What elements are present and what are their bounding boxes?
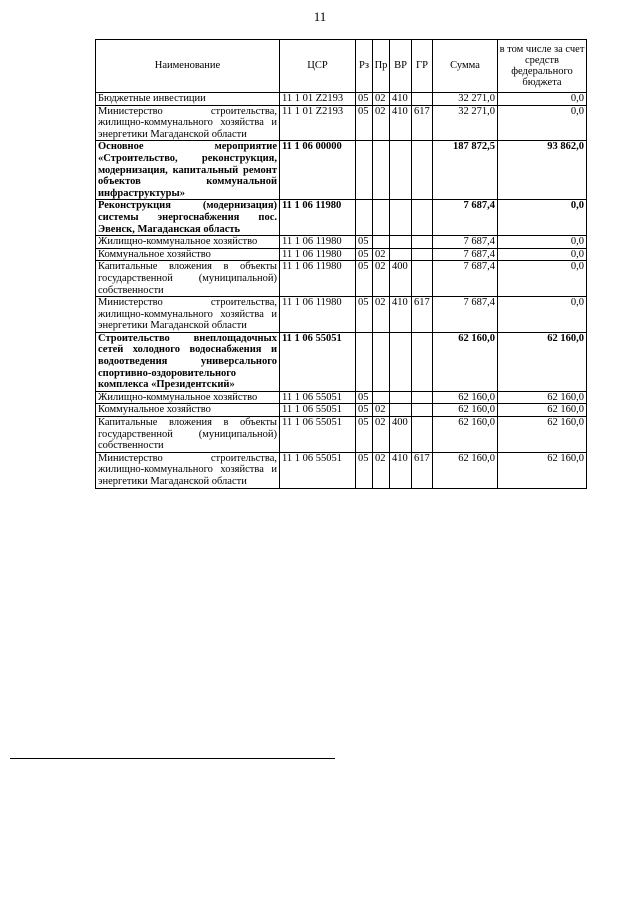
cell-name: Министерство строительства, жилищно-коммунального хозяйства и энергетики Магаданской области — [96, 452, 280, 488]
cell-vr — [390, 248, 412, 261]
cell-rz: 05 — [356, 404, 373, 417]
cell-name: Капитальные вложения в объекты государственной (муниципальной) собственности — [96, 261, 280, 297]
cell-csr: 11 1 01 Z2193 — [280, 105, 356, 141]
cell-rz — [356, 141, 373, 200]
header-rz: Рз — [356, 40, 373, 93]
budget-table — [95, 39, 587, 489]
cell-vr — [390, 391, 412, 404]
cell-rz — [356, 332, 373, 391]
cell-vr — [390, 141, 412, 200]
cell-rz: 05 — [356, 93, 373, 106]
cell-pr: 02 — [373, 248, 390, 261]
cell-name: Жилищно-коммунальное хозяйство — [96, 236, 280, 249]
cell-pr: 02 — [373, 452, 390, 488]
cell-csr: 11 1 06 55051 — [280, 417, 356, 453]
cell-csr: 11 1 06 55051 — [280, 332, 356, 391]
cell-vr — [390, 236, 412, 249]
cell-vr — [390, 200, 412, 236]
cell-gr — [412, 248, 433, 261]
cell-csr: 11 1 06 11980 — [280, 297, 356, 333]
cell-gr — [412, 417, 433, 453]
header-gr: ГР — [412, 40, 433, 93]
cell-federal: 62 160,0 — [498, 332, 587, 391]
cell-name: Строительство внеплощадочных сетей холодного водоснабжения и водоотведения универсального спортивно-оздоровительного комплекса «Президентский» — [96, 332, 280, 391]
header-vr: ВР — [390, 40, 412, 93]
table-row — [96, 248, 587, 261]
cell-federal: 62 160,0 — [498, 417, 587, 453]
cell-vr: 400 — [390, 261, 412, 297]
cell-federal: 0,0 — [498, 93, 587, 106]
cell-rz: 05 — [356, 236, 373, 249]
cell-federal: 0,0 — [498, 105, 587, 141]
cell-gr: 617 — [412, 452, 433, 488]
cell-name: Основное мероприятие «Строительство, реконструкция, модернизация, капитальный ремонт объектов коммунальной инфраструктуры» — [96, 141, 280, 200]
cell-csr: 11 1 06 11980 — [280, 248, 356, 261]
table-header-row — [96, 40, 587, 93]
cell-pr — [373, 141, 390, 200]
header-sum: Сумма — [433, 40, 498, 93]
cell-name: Министерство строительства, жилищно-коммунального хозяйства и энергетики Магаданской области — [96, 297, 280, 333]
page-number: 11 — [313, 9, 327, 24]
table-row — [96, 105, 587, 141]
cell-gr — [412, 236, 433, 249]
cell-sum: 62 160,0 — [433, 391, 498, 404]
header-csr: ЦСР — [280, 40, 356, 93]
header-name: Наименование — [96, 40, 280, 93]
cell-vr: 410 — [390, 93, 412, 106]
cell-pr: 02 — [373, 404, 390, 417]
footnote-divider — [10, 758, 335, 759]
cell-pr — [373, 391, 390, 404]
cell-rz: 05 — [356, 105, 373, 141]
cell-federal: 62 160,0 — [498, 452, 587, 488]
cell-rz: 05 — [356, 261, 373, 297]
cell-pr: 02 — [373, 297, 390, 333]
cell-csr: 11 1 06 00000 — [280, 141, 356, 200]
cell-vr: 410 — [390, 297, 412, 333]
table-row — [96, 391, 587, 404]
table-row — [96, 93, 587, 106]
cell-sum: 7 687,4 — [433, 261, 498, 297]
cell-vr: 410 — [390, 105, 412, 141]
cell-sum: 32 271,0 — [433, 105, 498, 141]
cell-csr: 11 1 06 11980 — [280, 261, 356, 297]
cell-name: Капитальные вложения в объекты государственной (муниципальной) собственности — [96, 417, 280, 453]
cell-rz — [356, 200, 373, 236]
cell-federal: 62 160,0 — [498, 391, 587, 404]
cell-federal: 62 160,0 — [498, 404, 587, 417]
cell-sum: 62 160,0 — [433, 404, 498, 417]
cell-sum: 187 872,5 — [433, 141, 498, 200]
cell-vr — [390, 332, 412, 391]
cell-rz: 05 — [356, 417, 373, 453]
cell-pr — [373, 332, 390, 391]
cell-sum: 7 687,4 — [433, 248, 498, 261]
header-pr: Пр — [373, 40, 390, 93]
cell-sum: 62 160,0 — [433, 417, 498, 453]
cell-federal: 0,0 — [498, 248, 587, 261]
cell-csr: 11 1 06 11980 — [280, 236, 356, 249]
cell-csr: 11 1 06 55051 — [280, 404, 356, 417]
cell-name: Коммунальное хозяйство — [96, 404, 280, 417]
cell-name: Жилищно-коммунальное хозяйство — [96, 391, 280, 404]
cell-gr — [412, 404, 433, 417]
cell-csr: 11 1 01 Z2193 — [280, 93, 356, 106]
cell-vr — [390, 404, 412, 417]
table-row — [96, 236, 587, 249]
cell-rz: 05 — [356, 248, 373, 261]
cell-sum: 62 160,0 — [433, 332, 498, 391]
cell-name: Реконструкция (модернизация) системы энергоснабжения пос. Эвенск, Магаданская область — [96, 200, 280, 236]
table-row — [96, 452, 587, 488]
cell-federal: 0,0 — [498, 200, 587, 236]
cell-gr: 617 — [412, 105, 433, 141]
cell-rz: 05 — [356, 297, 373, 333]
cell-gr — [412, 200, 433, 236]
cell-csr: 11 1 06 11980 — [280, 200, 356, 236]
cell-pr — [373, 200, 390, 236]
cell-rz: 05 — [356, 452, 373, 488]
table-row — [96, 404, 587, 417]
cell-federal: 0,0 — [498, 236, 587, 249]
cell-name: Бюджетные инвестиции — [96, 93, 280, 106]
cell-csr: 11 1 06 55051 — [280, 391, 356, 404]
cell-sum: 7 687,4 — [433, 200, 498, 236]
cell-pr: 02 — [373, 105, 390, 141]
table-body — [96, 93, 587, 489]
cell-gr — [412, 332, 433, 391]
table-row — [96, 332, 587, 391]
cell-gr — [412, 141, 433, 200]
cell-vr: 410 — [390, 452, 412, 488]
cell-sum: 62 160,0 — [433, 452, 498, 488]
cell-pr: 02 — [373, 93, 390, 106]
table-row — [96, 417, 587, 453]
cell-name: Коммунальное хозяйство — [96, 248, 280, 261]
table-row — [96, 141, 587, 200]
cell-federal: 0,0 — [498, 261, 587, 297]
cell-federal: 93 862,0 — [498, 141, 587, 200]
cell-pr: 02 — [373, 261, 390, 297]
cell-gr: 617 — [412, 297, 433, 333]
header-federal: в том числе за счет средств федерального бюджета — [498, 40, 587, 93]
cell-name: Министерство строительства, жилищно-коммунального хозяйства и энергетики Магаданской области — [96, 105, 280, 141]
table-row — [96, 261, 587, 297]
cell-sum: 7 687,4 — [433, 297, 498, 333]
cell-pr: 02 — [373, 417, 390, 453]
cell-csr: 11 1 06 55051 — [280, 452, 356, 488]
table-row — [96, 200, 587, 236]
cell-gr — [412, 391, 433, 404]
cell-gr — [412, 261, 433, 297]
table-row — [96, 297, 587, 333]
cell-vr: 400 — [390, 417, 412, 453]
cell-sum: 32 271,0 — [433, 93, 498, 106]
cell-rz: 05 — [356, 391, 373, 404]
cell-gr — [412, 93, 433, 106]
cell-sum: 7 687,4 — [433, 236, 498, 249]
cell-pr — [373, 236, 390, 249]
cell-federal: 0,0 — [498, 297, 587, 333]
